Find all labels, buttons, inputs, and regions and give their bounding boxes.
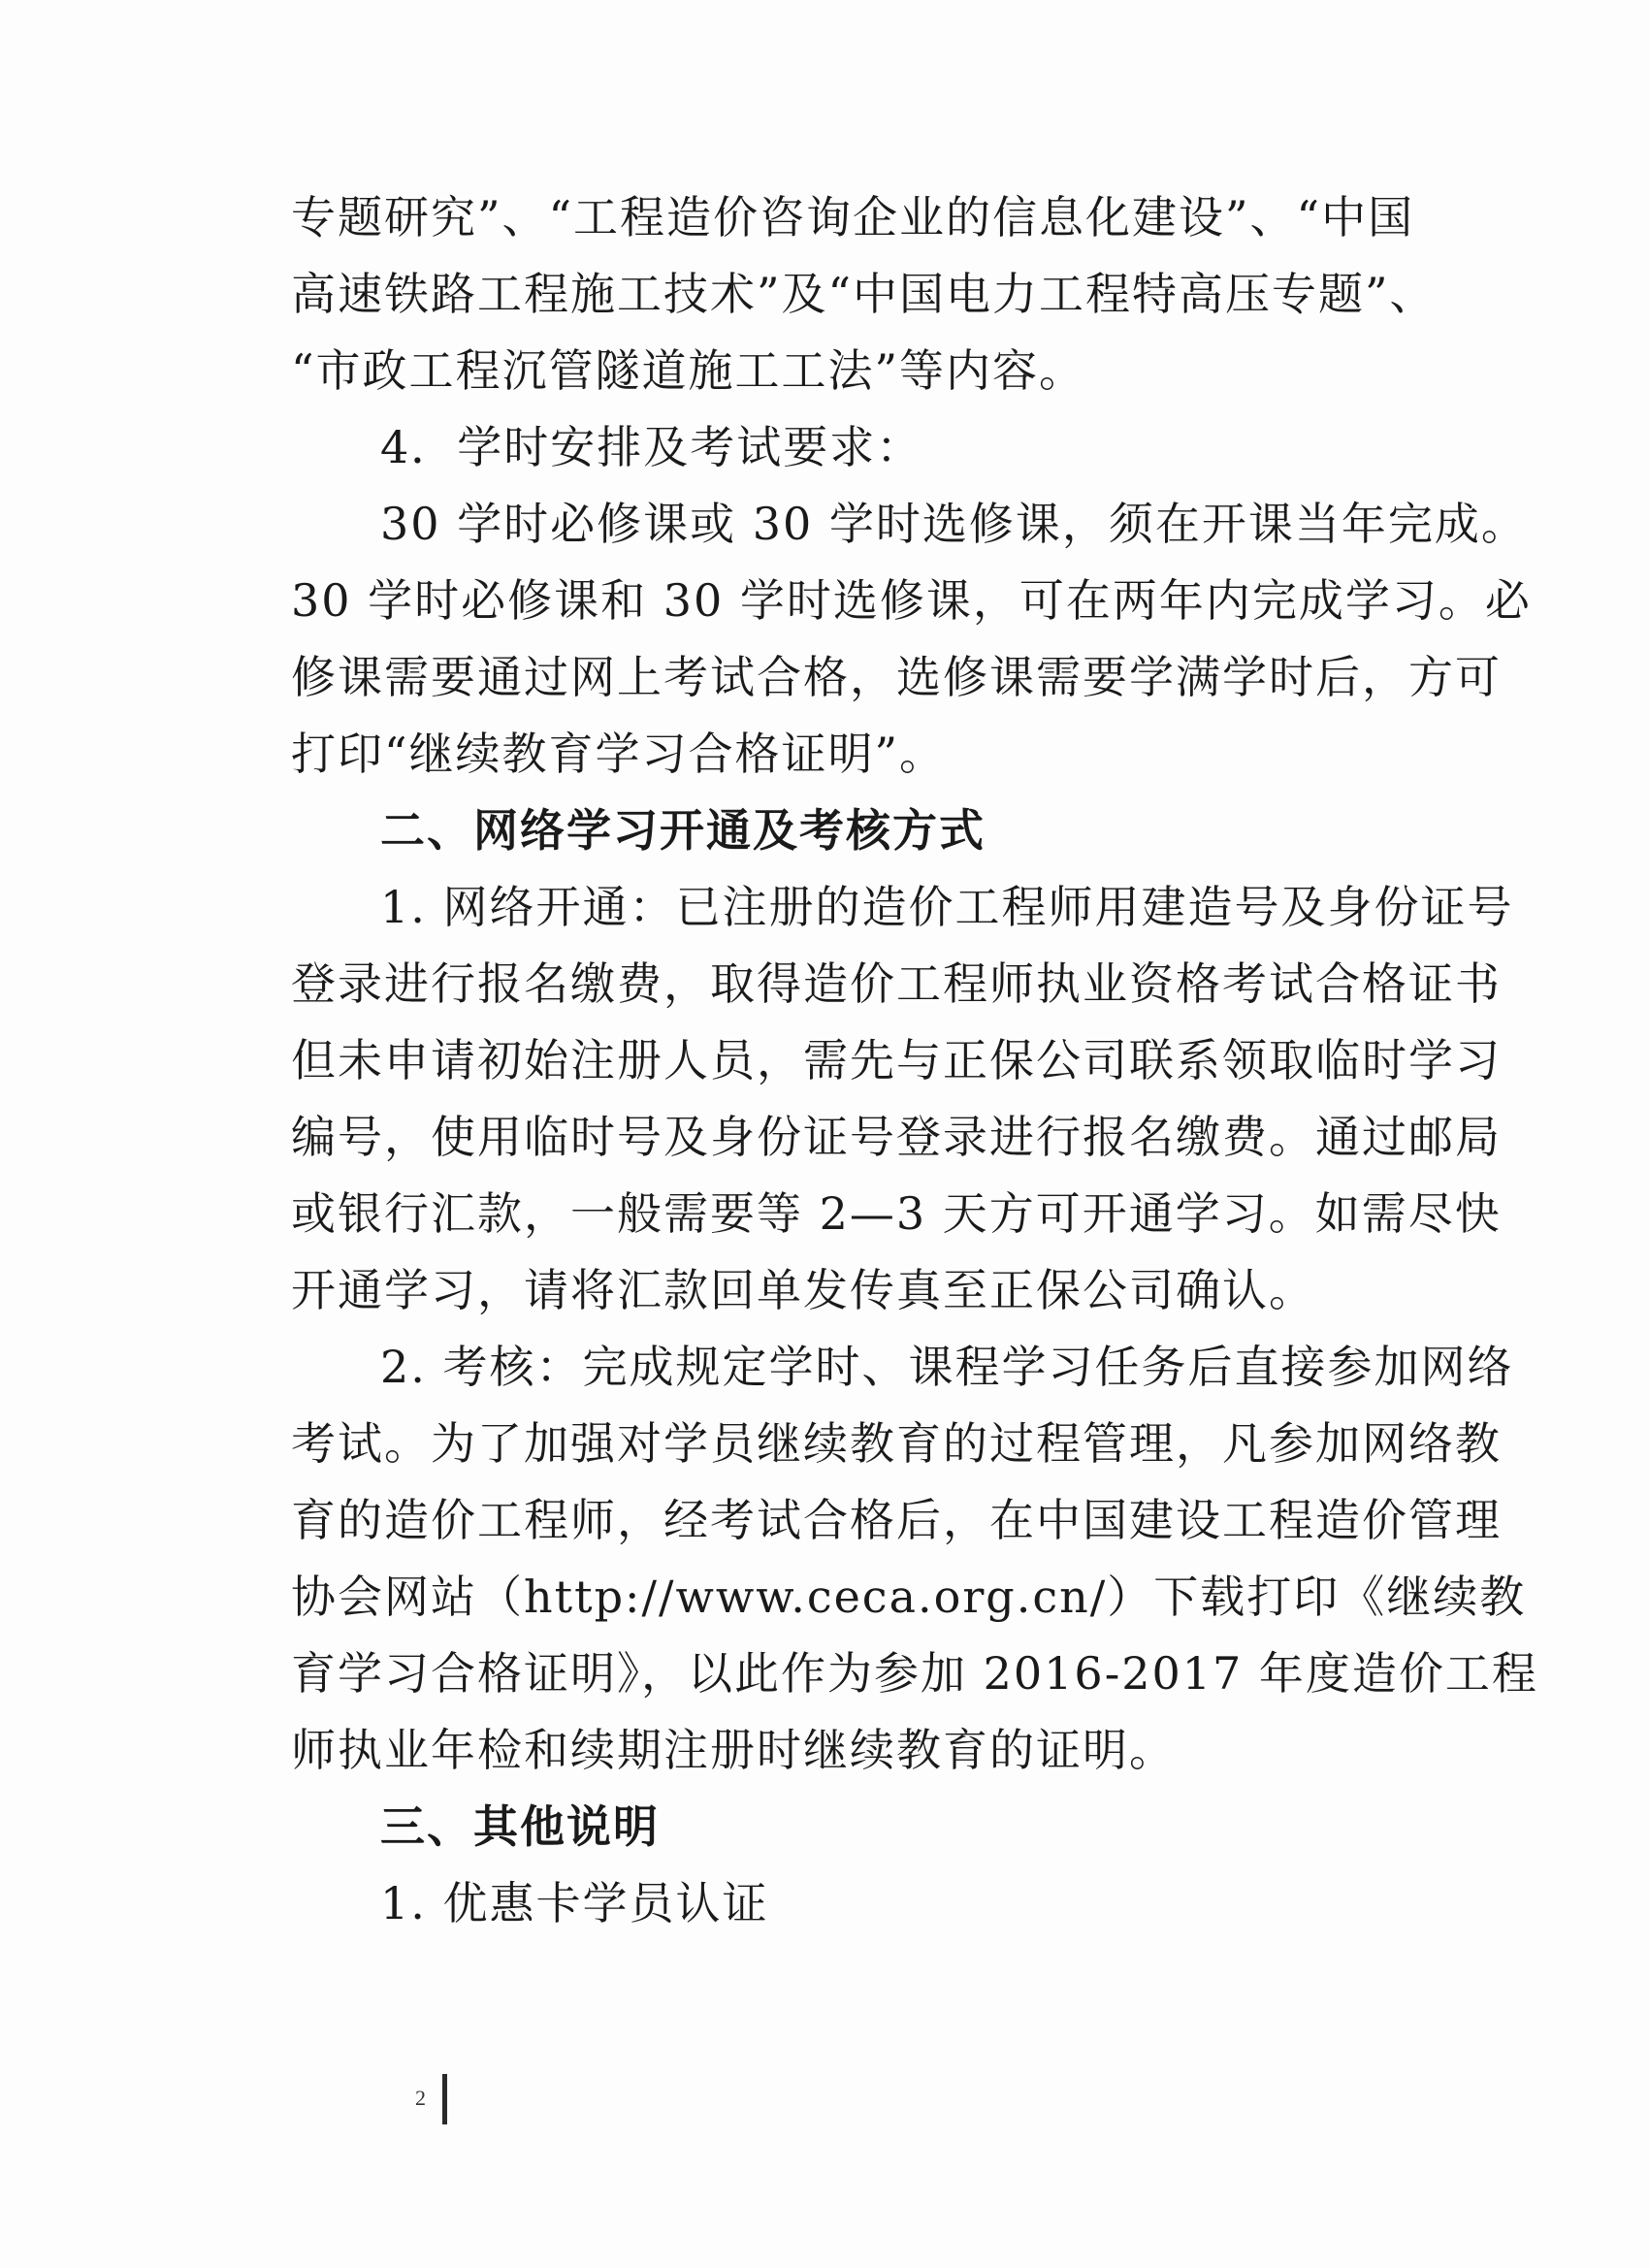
- text-line: 考试。为了加强对学员继续教育的过程管理，凡参加网络教: [291, 1417, 1502, 1470]
- text-line: “市政工程沉管隧道施工工法”等内容。: [291, 344, 1086, 397]
- section-heading: 三、其他说明: [380, 1800, 660, 1853]
- text-line: 师执业年检和续期注册时继续教育的证明。: [291, 1724, 1176, 1776]
- text-line: 育学习合格证明》，以此作为参加 2016-2017 年度造价工程: [291, 1647, 1538, 1700]
- document-body: [291, 179, 1538, 1942]
- text-line: 30 学时必修课或 30 学时选修课，须在开课当年完成。: [380, 498, 1528, 550]
- text-line: 1. 网络开通：已注册的造价工程师用建造号及身份证号: [380, 881, 1514, 933]
- text-line: 或银行汇款，一般需要等 2—3 天方可开通学习。如需尽快: [291, 1187, 1502, 1240]
- text-line: 高速铁路工程施工技术”及“中国电力工程特高压专题”、: [291, 268, 1437, 320]
- text-line: 4．学时安排及考试要求：: [380, 421, 923, 473]
- section-heading: 二、网络学习开通及考核方式: [380, 804, 986, 857]
- text-line: 2. 考核：完成规定学时、课程学习任务后直接参加网络: [380, 1341, 1514, 1393]
- text-line: 专题研究”、“工程造价咨询企业的信息化建设”、“中国: [291, 191, 1415, 243]
- text-line: 打印“继续教育学习合格证明”。: [291, 728, 947, 780]
- text-line: 30 学时必修课和 30 学时选修课，可在两年内完成学习。必: [291, 574, 1532, 627]
- text-line: 育的造价工程师，经考试合格后，在中国建设工程造价管理: [291, 1494, 1502, 1546]
- page-number-divider: [442, 2074, 447, 2124]
- text-line: 修课需要通过网上考试合格，选修课需要学满学时后，方可: [291, 651, 1502, 703]
- text-line: 协会网站（http://www.ceca.org.cn/）下载打印《继续教: [291, 1571, 1527, 1623]
- paragraph-topics-continued: [291, 179, 1437, 409]
- paragraph-item-4-body: [291, 486, 1532, 793]
- page-number: 2: [415, 2086, 426, 2110]
- text-line: 但未申请初始注册人员，需先与正保公司联系领取临时学习: [291, 1034, 1502, 1086]
- text-line: 编号，使用临时号及身份证号登录进行报名缴费。通过邮局: [291, 1111, 1502, 1163]
- paragraph-section-3-item-1: [291, 1865, 1406, 1942]
- text-line: 开通学习，请将汇款回单发传真至正保公司确认。: [291, 1264, 1315, 1316]
- paragraph-section-2-item-2: [291, 1329, 1538, 1789]
- text-line: 1. 优惠卡学员认证: [380, 1877, 769, 1929]
- paragraph-item-4-title: [291, 409, 1406, 486]
- text-line: 登录进行报名缴费，取得造价工程师执业资格考试合格证书: [291, 957, 1502, 1010]
- paragraph-section-2-item-1: [291, 869, 1514, 1329]
